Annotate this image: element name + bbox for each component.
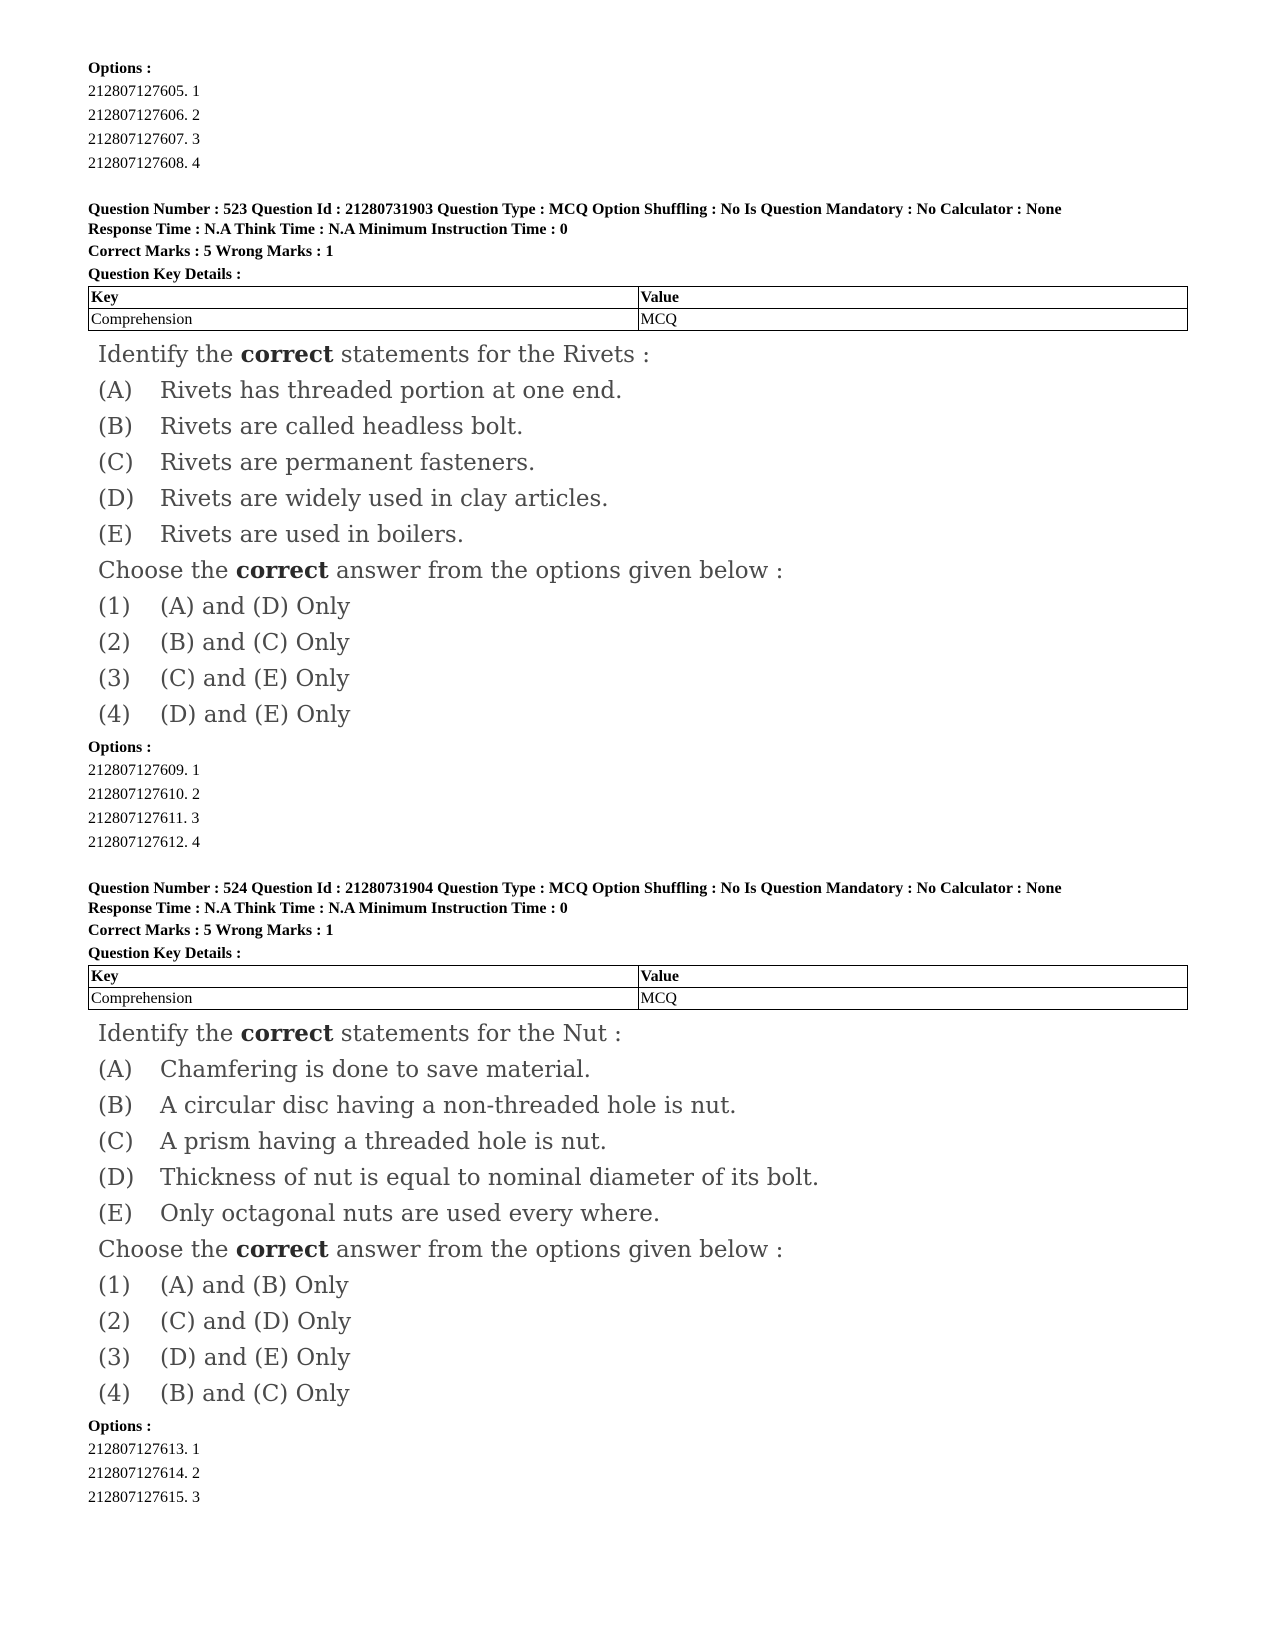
option-line: 212807127612. 4	[88, 834, 200, 851]
table-header-row	[89, 287, 1188, 309]
choose-instruction	[98, 1232, 1188, 1268]
option-line: 212807127610. 2	[88, 786, 200, 803]
question-image	[88, 337, 1188, 733]
choice-item	[98, 1268, 1188, 1304]
option-line: 212807127606. 2	[88, 107, 200, 124]
choose-text: Choose the	[98, 1237, 236, 1263]
options-label: Options :	[88, 739, 152, 756]
option-line: 212807127607. 3	[88, 131, 200, 148]
question-meta-line-2: Response Time : N.A Think Time : N.A Minimum Instruction Time : 0	[88, 900, 568, 917]
choice-text: (B) and (C) Only	[160, 630, 350, 656]
statement-item	[98, 481, 1188, 517]
statement-tag: (E)	[98, 522, 133, 548]
statement-item	[98, 1160, 1188, 1196]
statement-tag: (C)	[98, 1129, 134, 1155]
question-stem	[98, 337, 1188, 373]
choice-text: (D) and (E) Only	[160, 702, 351, 728]
key-details-table	[88, 286, 1188, 331]
choice-tag: (3)	[98, 666, 131, 692]
choice-tag: (2)	[98, 630, 131, 656]
key-cell: Comprehension	[89, 309, 639, 331]
choice-text: (A) and (B) Only	[160, 1273, 349, 1299]
choice-text: (D) and (E) Only	[160, 1345, 351, 1371]
statement-text: Chamfering is done to save material.	[160, 1057, 591, 1083]
choice-item	[98, 589, 1188, 625]
statement-text: Rivets has threaded portion at one end.	[160, 378, 623, 404]
statement-item	[98, 373, 1188, 409]
choice-text: (A) and (D) Only	[160, 594, 351, 620]
statement-tag: (B)	[98, 1093, 133, 1119]
statement-text: A prism having a threaded hole is nut.	[160, 1129, 607, 1155]
choice-text: (C) and (E) Only	[160, 666, 350, 692]
statement-item	[98, 1196, 1188, 1232]
option-line: 212807127615. 3	[88, 1489, 200, 1506]
option-line: 212807127605. 1	[88, 83, 200, 100]
choose-bold: correct	[235, 557, 329, 584]
question-meta-line-1: Question Number : 523 Question Id : 21280731903 Question Type : MCQ Option Shuffling : No Is Question Mandatory : No Calculator : None	[88, 201, 1062, 218]
options-label: Options :	[88, 1418, 152, 1435]
question-options	[88, 737, 1188, 855]
choice-tag: (1)	[98, 1273, 131, 1299]
statement-text: Rivets are called headless bolt.	[160, 414, 524, 440]
statement-item	[98, 445, 1188, 481]
choice-item	[98, 661, 1188, 697]
option-line: 212807127608. 4	[88, 155, 200, 172]
choose-text: Choose the	[98, 558, 236, 584]
choice-text: (B) and (C) Only	[160, 1381, 350, 1407]
stem-text: Identify the	[98, 342, 241, 368]
statement-tag: (C)	[98, 450, 134, 476]
question-marks: Correct Marks : 5 Wrong Marks : 1	[88, 922, 334, 939]
table-row	[89, 988, 1188, 1010]
statement-item	[98, 517, 1188, 553]
question-524	[88, 879, 1188, 1510]
statement-item	[98, 409, 1188, 445]
question-meta-line-1: Question Number : 524 Question Id : 21280731904 Question Type : MCQ Option Shuffling : No Is Question Mandatory : No Calculator : None	[88, 880, 1062, 897]
choice-tag: (4)	[98, 1381, 131, 1407]
stem-text: statements for the Nut :	[333, 1021, 622, 1047]
top-options	[88, 58, 1188, 176]
choice-tag: (3)	[98, 1345, 131, 1371]
value-header-cell: Value	[638, 287, 1188, 309]
choice-item	[98, 1376, 1188, 1412]
statement-tag: (D)	[98, 1165, 135, 1191]
option-line: 212807127609. 1	[88, 762, 200, 779]
statement-text: Rivets are widely used in clay articles.	[160, 486, 609, 512]
statement-text: Thickness of nut is equal to nominal diameter of its bolt.	[160, 1165, 820, 1191]
value-header-cell: Value	[638, 966, 1188, 988]
question-meta-line-2: Response Time : N.A Think Time : N.A Minimum Instruction Time : 0	[88, 221, 568, 238]
choose-bold: correct	[235, 1236, 329, 1263]
stem-text: statements for the Rivets :	[333, 342, 651, 368]
option-line: 212807127613. 1	[88, 1441, 200, 1458]
options-label: Options :	[88, 60, 152, 77]
key-details-label: Question Key Details :	[88, 266, 242, 283]
statement-text: A circular disc having a non-threaded hole is nut.	[160, 1093, 737, 1119]
stem-text: Identify the	[98, 1021, 241, 1047]
question-stem	[98, 1016, 1188, 1052]
question-523	[88, 200, 1188, 855]
statement-item	[98, 1124, 1188, 1160]
choose-instruction	[98, 553, 1188, 589]
key-header-cell: Key	[89, 287, 639, 309]
statement-item	[98, 1088, 1188, 1124]
statement-tag: (A)	[98, 1057, 133, 1083]
key-header-cell: Key	[89, 966, 639, 988]
statement-text: Rivets are permanent fasteners.	[160, 450, 536, 476]
choose-text: answer from the options given below :	[328, 558, 784, 584]
statement-tag: (E)	[98, 1201, 133, 1227]
statement-tag: (A)	[98, 378, 133, 404]
statement-tag: (D)	[98, 486, 135, 512]
key-cell: Comprehension	[89, 988, 639, 1010]
question-image	[88, 1016, 1188, 1412]
question-marks: Correct Marks : 5 Wrong Marks : 1	[88, 243, 334, 260]
document-page	[88, 58, 1188, 1534]
stem-bold: correct	[240, 1020, 334, 1047]
value-cell: MCQ	[638, 309, 1188, 331]
choice-tag: (4)	[98, 702, 131, 728]
table-row	[89, 309, 1188, 331]
choice-item	[98, 1304, 1188, 1340]
option-line: 212807127614. 2	[88, 1465, 200, 1482]
option-line: 212807127611. 3	[88, 810, 200, 827]
choice-text: (C) and (D) Only	[160, 1309, 352, 1335]
statement-text: Only octagonal nuts are used every where.	[160, 1201, 661, 1227]
statement-item	[98, 1052, 1188, 1088]
choice-item	[98, 1340, 1188, 1376]
stem-bold: correct	[240, 341, 334, 368]
choice-tag: (1)	[98, 594, 131, 620]
choice-item	[98, 697, 1188, 733]
statement-tag: (B)	[98, 414, 133, 440]
choice-item	[98, 625, 1188, 661]
question-options	[88, 1416, 1188, 1510]
key-details-label: Question Key Details :	[88, 945, 242, 962]
value-cell: MCQ	[638, 988, 1188, 1010]
table-header-row	[89, 966, 1188, 988]
statement-text: Rivets are used in boilers.	[160, 522, 465, 548]
choose-text: answer from the options given below :	[328, 1237, 784, 1263]
key-details-table	[88, 965, 1188, 1010]
choice-tag: (2)	[98, 1309, 131, 1335]
